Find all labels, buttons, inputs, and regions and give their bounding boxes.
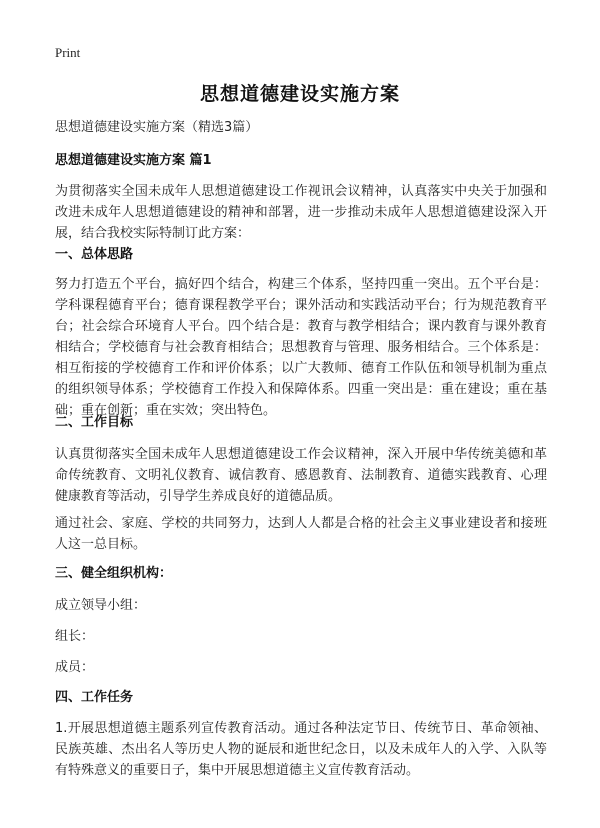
section-heading-work-tasks: 四、工作任务 (55, 690, 134, 705)
print-link[interactable]: Print (55, 45, 81, 60)
section-heading-organization: 三、健全组织机构： (55, 566, 173, 581)
members-line: 成员： (55, 660, 95, 675)
part-heading: 思想道德建设实施方案 篇1 (55, 153, 212, 168)
overall-approach-paragraph: 努力打造五个平台，搞好四个结合，构建三个体系，坚持四重一突出。五个平台是：学科课程德育平台；德育课程教学平台；课外活动和实践活动平台；行为规范教育平台；社会综合环境育人平台。四个结合是：教育与教学相结合；课内教育与课外教育相结合；学校德育与社会教育相结合；思想教育与管理、服务相结合。三个体系是：相互衔接的学校德育工作和评价体系；以广大教师、德育工作队伍和领导机制为重点的组织领导体系；学校德育工作投入和保障体系。四重一突出是：重在建设；重在基础；重在创新；重在实效；突出特色。 (55, 277, 547, 418)
group-leader-line: 组长： (55, 629, 95, 644)
work-tasks-paragraph: 1.开展思想道德主题系列宣传教育活动。通过各种法定节日、传统节日、革命领袖、民族英雄、杰出名人等历史人物的诞辰和逝世纪念日，以及未成年人的入学、入队等有特殊意义的重要日子，集中开展思想道德主义宣传教育活动。 (55, 721, 547, 778)
document-subtitle: 思想道德建设实施方案（精选3篇） (55, 120, 259, 135)
leadership-group-line: 成立领导小组： (55, 598, 147, 613)
work-goals-paragraph-2: 通过社会、家庭、学校的共同努力，达到人人都是合格的社会主义事业建设者和接班人这一总目标。 (55, 516, 547, 552)
document-title: 思想道德建设实施方案 (199, 83, 400, 105)
intro-paragraph: 为贯彻落实全国未成年人思想道德建设工作视讯会议精神，认真落实中央关于加强和改进未成年人思想道德建设的精神和部署，进一步推动未成年人思想道德建设深入开展，结合我校实际特制订此方案： (55, 184, 547, 241)
work-goals-paragraph-1: 认真贯彻落实全国未成年人思想道德建设工作会议精神，深入开展中华传统美德和革命传统教育、文明礼仪教育、诚信教育、感恩教育、法制教育、道德实践教育、心理健康教育等活动，引导学生养成良好的道德品质。 (55, 447, 547, 504)
section-heading-work-goals: 二、工作目标 (55, 415, 134, 430)
section-heading-overall-approach: 一、总体思路 (55, 247, 134, 262)
